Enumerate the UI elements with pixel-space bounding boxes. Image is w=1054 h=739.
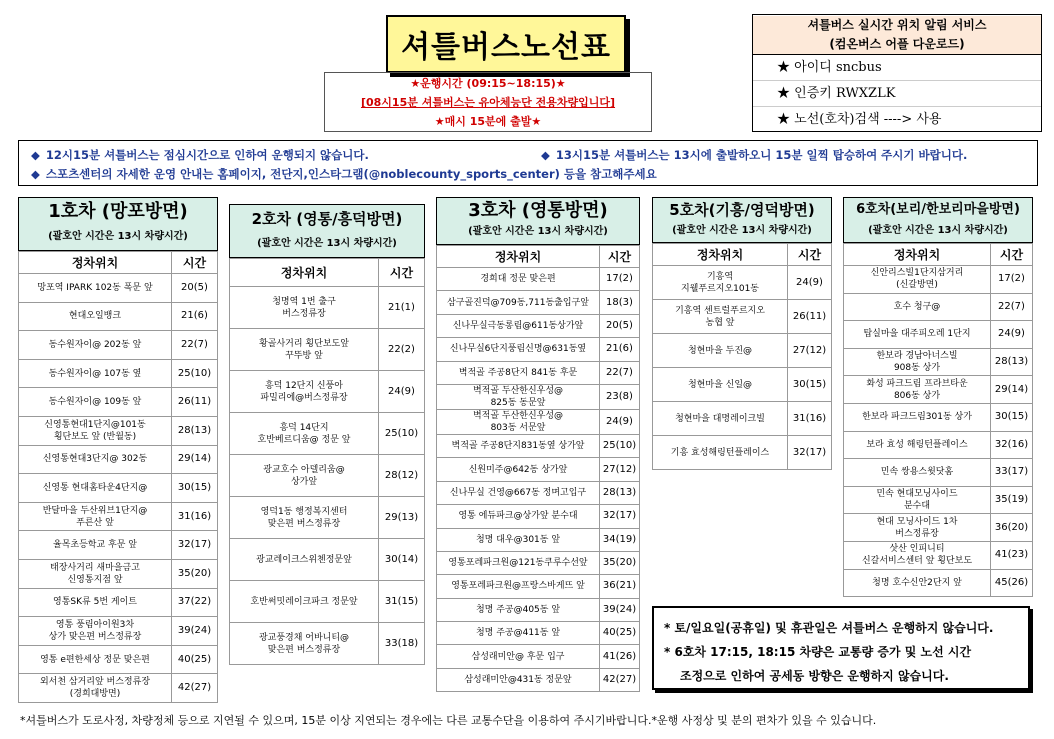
stop-time: 27(12) bbox=[600, 458, 640, 481]
table-row bbox=[437, 528, 640, 551]
warning-route6: * 6호차 17:15, 18:15 차량은 교통량 증가 및 노선 시간 bbox=[664, 645, 972, 659]
table-row bbox=[19, 359, 218, 388]
stop-name: 흥덕 14단지 호반베르디움@ 정문 앞 bbox=[230, 413, 379, 455]
table-row bbox=[653, 266, 832, 300]
stop-name: 황골사거리 횡단보도앞 꾸뚜방 앞 bbox=[230, 329, 379, 371]
time-column-header: 시간 bbox=[379, 259, 425, 287]
stop-name: 청명 호수신안2단지 앞 bbox=[844, 569, 991, 597]
stop-time: 42(27) bbox=[600, 668, 640, 691]
stop-time: 27(12) bbox=[788, 334, 832, 368]
notice-sports-center bbox=[31, 166, 657, 182]
stop-time: 20(5) bbox=[172, 274, 218, 303]
service-app-download: (컴온버스 어플 다운로드) bbox=[829, 37, 965, 51]
stop-time: 37(22) bbox=[172, 588, 218, 617]
stop-name: 영통 풍림아이원3차 상가 맞은편 버스정류장 bbox=[19, 617, 172, 646]
stop-time: 39(24) bbox=[600, 598, 640, 621]
stop-time: 41(23) bbox=[991, 541, 1033, 569]
stop-name: 청명역 1번 출구 버스정류장 bbox=[230, 287, 379, 329]
table-row bbox=[653, 368, 832, 402]
diamond-icon: ◆ bbox=[541, 148, 550, 162]
table-row bbox=[844, 541, 1033, 569]
table-row bbox=[844, 321, 1033, 349]
table-row bbox=[437, 338, 640, 361]
table-row bbox=[19, 302, 218, 331]
table-row bbox=[19, 502, 218, 531]
stop-name: 외서천 삼거리앞 버스정류장 (경희대방면) bbox=[19, 674, 172, 703]
stop-time: 25(10) bbox=[600, 434, 640, 457]
table-row bbox=[437, 361, 640, 384]
table-header-row bbox=[653, 244, 832, 266]
stop-name: 삿산 인피니티 신갈서비스센터 앞 횡단보도 bbox=[844, 541, 991, 569]
table-row bbox=[437, 458, 640, 481]
hours-line-2: [08시15분 셔틀버스는 유아체능단 전용차량입니다] bbox=[360, 96, 616, 109]
stop-time: 28(13) bbox=[172, 416, 218, 445]
table-row bbox=[19, 445, 218, 474]
route-subtitle: (괄호안 시간은 13시 차량시간) bbox=[48, 230, 188, 242]
table-row bbox=[653, 402, 832, 436]
stop-name: 청명 대우@301동 앞 bbox=[437, 528, 600, 551]
stop-name: 신나무실6단지풍림신명@631동옆 bbox=[437, 338, 600, 361]
table-row bbox=[19, 274, 218, 303]
table-row bbox=[653, 334, 832, 368]
table-row bbox=[653, 300, 832, 334]
stop-time: 21(1) bbox=[379, 287, 425, 329]
table-row bbox=[437, 551, 640, 574]
service-key-row: ★ 인증키 RWXZLK bbox=[753, 81, 1041, 107]
stop-time: 24(9) bbox=[600, 409, 640, 434]
realtime-location-service-box bbox=[752, 14, 1042, 132]
table-row bbox=[844, 266, 1033, 294]
notice-lunch bbox=[31, 147, 369, 163]
table-row bbox=[844, 376, 1033, 404]
table-row bbox=[230, 581, 425, 623]
table-header-row bbox=[844, 244, 1033, 266]
notice-sports-text: 스포츠센터의 자세한 운영 안내는 홈페이지, 전단지,인스타그램(@noblecounty_sports_center) 등을 참고해주세요 bbox=[45, 167, 657, 181]
stop-time: 33(18) bbox=[379, 623, 425, 665]
table-row bbox=[844, 486, 1033, 514]
stop-name: 영통SK류 5번 게이트 bbox=[19, 588, 172, 617]
table-row bbox=[437, 268, 640, 291]
stop-column-header: 정차위치 bbox=[230, 259, 379, 287]
stop-time: 39(24) bbox=[172, 617, 218, 646]
table-row bbox=[653, 436, 832, 470]
stop-name: 벽적골 주공8단지831동옆 상가앞 bbox=[437, 434, 600, 457]
diamond-icon: ◆ bbox=[31, 148, 40, 162]
table-header-row bbox=[230, 259, 425, 287]
operating-hours-box bbox=[324, 72, 652, 132]
route-subtitle: (괄호안 시간은 13시 차량시간) bbox=[672, 225, 812, 237]
hours-line-1: ★운행시간 (09:15~18:15)★ bbox=[410, 77, 566, 90]
route-title: 2호차 (영통/흥덕방면) bbox=[251, 210, 403, 228]
stop-name: 흥덕 12단지 신풍아 파밀리에@버스정류장 bbox=[230, 371, 379, 413]
stop-name: 영통포레파크원@프랑스바게뜨 앞 bbox=[437, 575, 600, 598]
time-column-header: 시간 bbox=[600, 246, 640, 268]
stop-name: 벽적골 주공8단지 841동 후문 bbox=[437, 361, 600, 384]
stop-name: 신나무실 건영@667동 정며고입구 bbox=[437, 481, 600, 504]
route-header bbox=[436, 197, 640, 245]
table-row bbox=[437, 434, 640, 457]
stop-time: 34(19) bbox=[600, 528, 640, 551]
stop-time: 23(8) bbox=[600, 384, 640, 409]
stop-name: 한보라 경남아너스빌 908동 상가 bbox=[844, 348, 991, 376]
route-header bbox=[18, 197, 218, 251]
route-header bbox=[652, 197, 832, 243]
stop-table bbox=[18, 251, 218, 703]
table-row bbox=[437, 505, 640, 528]
table-row bbox=[844, 569, 1033, 597]
stop-time: 45(26) bbox=[991, 569, 1033, 597]
table-row bbox=[437, 645, 640, 668]
stop-name: 민속 현대모닝사이드 분수대 bbox=[844, 486, 991, 514]
table-row bbox=[844, 431, 1033, 459]
table-row bbox=[437, 481, 640, 504]
table-row bbox=[844, 403, 1033, 431]
stop-name: 영통 e편한세상 정문 맞은편 bbox=[19, 645, 172, 674]
stop-time: 41(26) bbox=[600, 645, 640, 668]
stop-time: 25(10) bbox=[379, 413, 425, 455]
stop-name: 벽적골 두산한신우성@ 825동 동문앞 bbox=[437, 384, 600, 409]
stop-name: 동수원자이@ 202동 앞 bbox=[19, 331, 172, 360]
stop-time: 32(17) bbox=[600, 505, 640, 528]
stop-time: 22(2) bbox=[379, 329, 425, 371]
stop-time: 30(15) bbox=[172, 474, 218, 503]
stop-name: 율목초등학교 후문 앞 bbox=[19, 531, 172, 560]
stop-time: 24(9) bbox=[379, 371, 425, 413]
stop-name: 청명 주공@405동 앞 bbox=[437, 598, 600, 621]
table-row bbox=[844, 459, 1033, 487]
diamond-icon: ◆ bbox=[31, 167, 40, 181]
stop-name: 영통 에듀파크@상가앞 분수대 bbox=[437, 505, 600, 528]
stop-name: 신나무실극동롱림@611동상가앞 bbox=[437, 314, 600, 337]
route-5-table bbox=[843, 197, 1033, 597]
notice-box bbox=[18, 140, 1038, 186]
warning-weekend: * 토/일요일(공휴일) 및 휴관일은 셔틀버스 운행하지 않습니다. bbox=[664, 621, 994, 635]
table-row bbox=[19, 674, 218, 703]
stop-name: 벽적골 두산한신우성@ 803동 서문앞 bbox=[437, 409, 600, 434]
stop-time: 28(13) bbox=[991, 348, 1033, 376]
route-title: 3호차 (영통방면) bbox=[468, 200, 608, 221]
stop-table bbox=[436, 245, 640, 692]
stop-time: 31(16) bbox=[172, 502, 218, 531]
stop-time: 29(13) bbox=[379, 497, 425, 539]
table-row bbox=[844, 514, 1033, 542]
stop-name: 현대오일뱅크 bbox=[19, 302, 172, 331]
route-2-table bbox=[229, 204, 425, 665]
stop-time: 17(2) bbox=[600, 268, 640, 291]
notice-lunch-text: 12시15분 셔틀버스는 점심시간으로 인하여 운행되지 않습니다. bbox=[45, 148, 369, 162]
stop-time: 22(7) bbox=[172, 331, 218, 360]
stop-table bbox=[229, 258, 425, 665]
route-title: 1호차 (망포방면) bbox=[48, 201, 188, 222]
route-subtitle: (괄호안 시간은 13시 차량시간) bbox=[868, 225, 1008, 237]
stop-name: 영덕1동 행정복지센터 맞은편 버스정류장 bbox=[230, 497, 379, 539]
table-row bbox=[437, 291, 640, 314]
table-row bbox=[19, 388, 218, 417]
warning-route6-cont: 조정으로 인하여 공세동 방향은 운행하지 않습니다. bbox=[680, 669, 949, 683]
table-row bbox=[19, 531, 218, 560]
stop-name: 기흥역 지웰푸르지오101동 bbox=[653, 266, 788, 300]
stop-time: 32(17) bbox=[172, 531, 218, 560]
stop-time: 21(6) bbox=[172, 302, 218, 331]
stop-time: 42(27) bbox=[172, 674, 218, 703]
stop-time: 28(13) bbox=[600, 481, 640, 504]
stop-name: 광교풍경채 어바니티@ 맞은편 버스정류장 bbox=[230, 623, 379, 665]
stop-name: 동수원자이@ 109동 앞 bbox=[19, 388, 172, 417]
route-3-table bbox=[436, 197, 640, 692]
stop-name: 광교호수 아델리움@ 상가앞 bbox=[230, 455, 379, 497]
stop-time: 30(14) bbox=[379, 539, 425, 581]
stop-time: 26(11) bbox=[788, 300, 832, 334]
table-row bbox=[230, 371, 425, 413]
notice-13h bbox=[541, 147, 967, 163]
route-header bbox=[229, 204, 425, 258]
stop-name: 청현마을 신일@ bbox=[653, 368, 788, 402]
stop-name: 한보라 파크드림301동 상가 bbox=[844, 403, 991, 431]
stop-time: 35(20) bbox=[600, 551, 640, 574]
table-row bbox=[19, 617, 218, 646]
stop-time: 29(14) bbox=[991, 376, 1033, 404]
stop-name: 호수 청구@ bbox=[844, 293, 991, 321]
table-row bbox=[437, 314, 640, 337]
table-row bbox=[230, 455, 425, 497]
stop-name: 동수원자이@ 107동 옆 bbox=[19, 359, 172, 388]
hours-line-3: ★매시 15분에 출발★ bbox=[434, 115, 542, 128]
stop-time: 33(17) bbox=[991, 459, 1033, 487]
stop-time: 40(25) bbox=[172, 645, 218, 674]
table-row bbox=[230, 623, 425, 665]
table-row bbox=[437, 409, 640, 434]
stop-table bbox=[843, 243, 1033, 597]
table-row bbox=[230, 413, 425, 455]
table-row bbox=[19, 559, 218, 588]
stop-name: 기흥 효성해링턴플레이스 bbox=[653, 436, 788, 470]
table-row bbox=[437, 668, 640, 691]
stop-time: 22(7) bbox=[991, 293, 1033, 321]
stop-time: 40(25) bbox=[600, 622, 640, 645]
stop-time: 36(20) bbox=[991, 514, 1033, 542]
stop-name: 신원미주@642동 상가앞 bbox=[437, 458, 600, 481]
route-subtitle: (괄호안 시간은 13시 차량시간) bbox=[257, 237, 397, 249]
table-row bbox=[437, 384, 640, 409]
time-column-header: 시간 bbox=[788, 244, 832, 266]
route-title: 5호차(기흥/영덕방면) bbox=[669, 201, 815, 219]
table-row bbox=[437, 575, 640, 598]
stop-name: 신영통현대3단지@ 302동 bbox=[19, 445, 172, 474]
table-row bbox=[437, 622, 640, 645]
table-row bbox=[230, 329, 425, 371]
stop-column-header: 정차위치 bbox=[653, 244, 788, 266]
stop-column-header: 정차위치 bbox=[844, 244, 991, 266]
service-header bbox=[753, 16, 1041, 55]
stop-name: 화성 파크드림 프라브타운 806동 상가 bbox=[844, 376, 991, 404]
stop-column-header: 정차위치 bbox=[19, 252, 172, 274]
time-column-header: 시간 bbox=[991, 244, 1033, 266]
stop-name: 현대 모닝사이드 1차 버스정류장 bbox=[844, 514, 991, 542]
stop-time: 20(5) bbox=[600, 314, 640, 337]
table-header-row bbox=[437, 246, 640, 268]
stop-time: 21(6) bbox=[600, 338, 640, 361]
stop-time: 35(19) bbox=[991, 486, 1033, 514]
stop-name: 보라 효성 해링턴플레이스 bbox=[844, 431, 991, 459]
table-row bbox=[230, 497, 425, 539]
time-column-header: 시간 bbox=[172, 252, 218, 274]
stop-name: 기흥역 센트럴푸르지오 농협 앞 bbox=[653, 300, 788, 334]
warning-box bbox=[652, 606, 1030, 690]
stop-name: 태장사거리 새마을금고 신영통지점 앞 bbox=[19, 559, 172, 588]
table-row bbox=[844, 293, 1033, 321]
stop-time: 31(16) bbox=[788, 402, 832, 436]
route-subtitle: (괄호안 시간은 13시 차량시간) bbox=[468, 226, 608, 238]
stop-name: 청현마을 두진@ bbox=[653, 334, 788, 368]
stop-time: 17(2) bbox=[991, 266, 1033, 294]
stop-time: 18(3) bbox=[600, 291, 640, 314]
table-row bbox=[19, 645, 218, 674]
stop-name: 망포역 IPARK 102동 폭문 앞 bbox=[19, 274, 172, 303]
table-row bbox=[19, 474, 218, 503]
stop-time: 25(10) bbox=[172, 359, 218, 388]
footer-note: *셔틀버스가 도로사정, 차량정체 등으로 지연될 수 있으며, 15분 이상 지연되는 경우에는 다른 교통수단을 이용하여 주시기바랍니다.*운행 사정상 및 분의 편차가 있을 수 있습니다. bbox=[20, 714, 877, 727]
table-row bbox=[230, 287, 425, 329]
stop-time: 29(14) bbox=[172, 445, 218, 474]
stop-name: 신안리스빌1단지삼거리 (신갈방면) bbox=[844, 266, 991, 294]
table-row bbox=[19, 416, 218, 445]
stop-name: 광교레이크스위첸정문앞 bbox=[230, 539, 379, 581]
service-title: 셔틀버스 실시간 위치 알림 서비스 bbox=[807, 18, 987, 32]
stop-name: 삼구골진덕@709동,711동출입구앞 bbox=[437, 291, 600, 314]
stop-time: 32(16) bbox=[991, 431, 1033, 459]
service-id-row: ★ 아이디 sncbus bbox=[753, 55, 1041, 81]
stop-name: 영통포레파크원@121동쿠루수선앞 bbox=[437, 551, 600, 574]
stop-name: 삼성래미안@431동 정문앞 bbox=[437, 668, 600, 691]
stop-name: 경희대 정문 맞은편 bbox=[437, 268, 600, 291]
stop-name: 반달마을 두산위브1단지@ 푸른산 앞 bbox=[19, 502, 172, 531]
route-4-table bbox=[652, 197, 832, 470]
stop-time: 35(20) bbox=[172, 559, 218, 588]
stop-time: 36(21) bbox=[600, 575, 640, 598]
stop-time: 28(12) bbox=[379, 455, 425, 497]
table-row bbox=[844, 348, 1033, 376]
stop-time: 30(15) bbox=[788, 368, 832, 402]
table-row bbox=[230, 539, 425, 581]
stop-table bbox=[652, 243, 832, 470]
table-row bbox=[19, 331, 218, 360]
table-row bbox=[437, 598, 640, 621]
route-title: 6호차(보리/한보리마을방면) bbox=[856, 202, 1020, 217]
stop-time: 26(11) bbox=[172, 388, 218, 417]
stop-column-header: 정차위치 bbox=[437, 246, 600, 268]
stop-name: 청현마을 대명레이크빌 bbox=[653, 402, 788, 436]
stop-time: 30(15) bbox=[991, 403, 1033, 431]
table-row bbox=[19, 588, 218, 617]
stop-time: 31(15) bbox=[379, 581, 425, 623]
stop-name: 탑실마을 대주피오레 1단지 bbox=[844, 321, 991, 349]
route-1-table bbox=[18, 197, 218, 703]
route-header bbox=[843, 197, 1033, 243]
stop-time: 32(17) bbox=[788, 436, 832, 470]
stop-name: 청명 주공@411동 앞 bbox=[437, 622, 600, 645]
service-search-row: ★ 노선(호차)검색 ----> 사용 bbox=[777, 112, 942, 127]
stop-name: 호반써밋레이크파크 정문앞 bbox=[230, 581, 379, 623]
stop-time: 24(9) bbox=[788, 266, 832, 300]
table-header-row bbox=[19, 252, 218, 274]
stop-name: 신영통 현대홈타운4단지@ bbox=[19, 474, 172, 503]
stop-time: 22(7) bbox=[600, 361, 640, 384]
notice-13h-text: 13시15분 셔틀버스는 13시에 출발하오니 15분 일찍 탑승하여 주시기 바랍니다. bbox=[555, 148, 968, 162]
stop-name: 삼성래미안@ 후문 입구 bbox=[437, 645, 600, 668]
stop-name: 신영통현대1단지@101동 횡단보도 앞 (반월동) bbox=[19, 416, 172, 445]
page-title: 셔틀버스노선표 bbox=[386, 15, 626, 73]
stop-name: 민속 쌍용스윗닷홈 bbox=[844, 459, 991, 487]
stop-time: 24(9) bbox=[991, 321, 1033, 349]
